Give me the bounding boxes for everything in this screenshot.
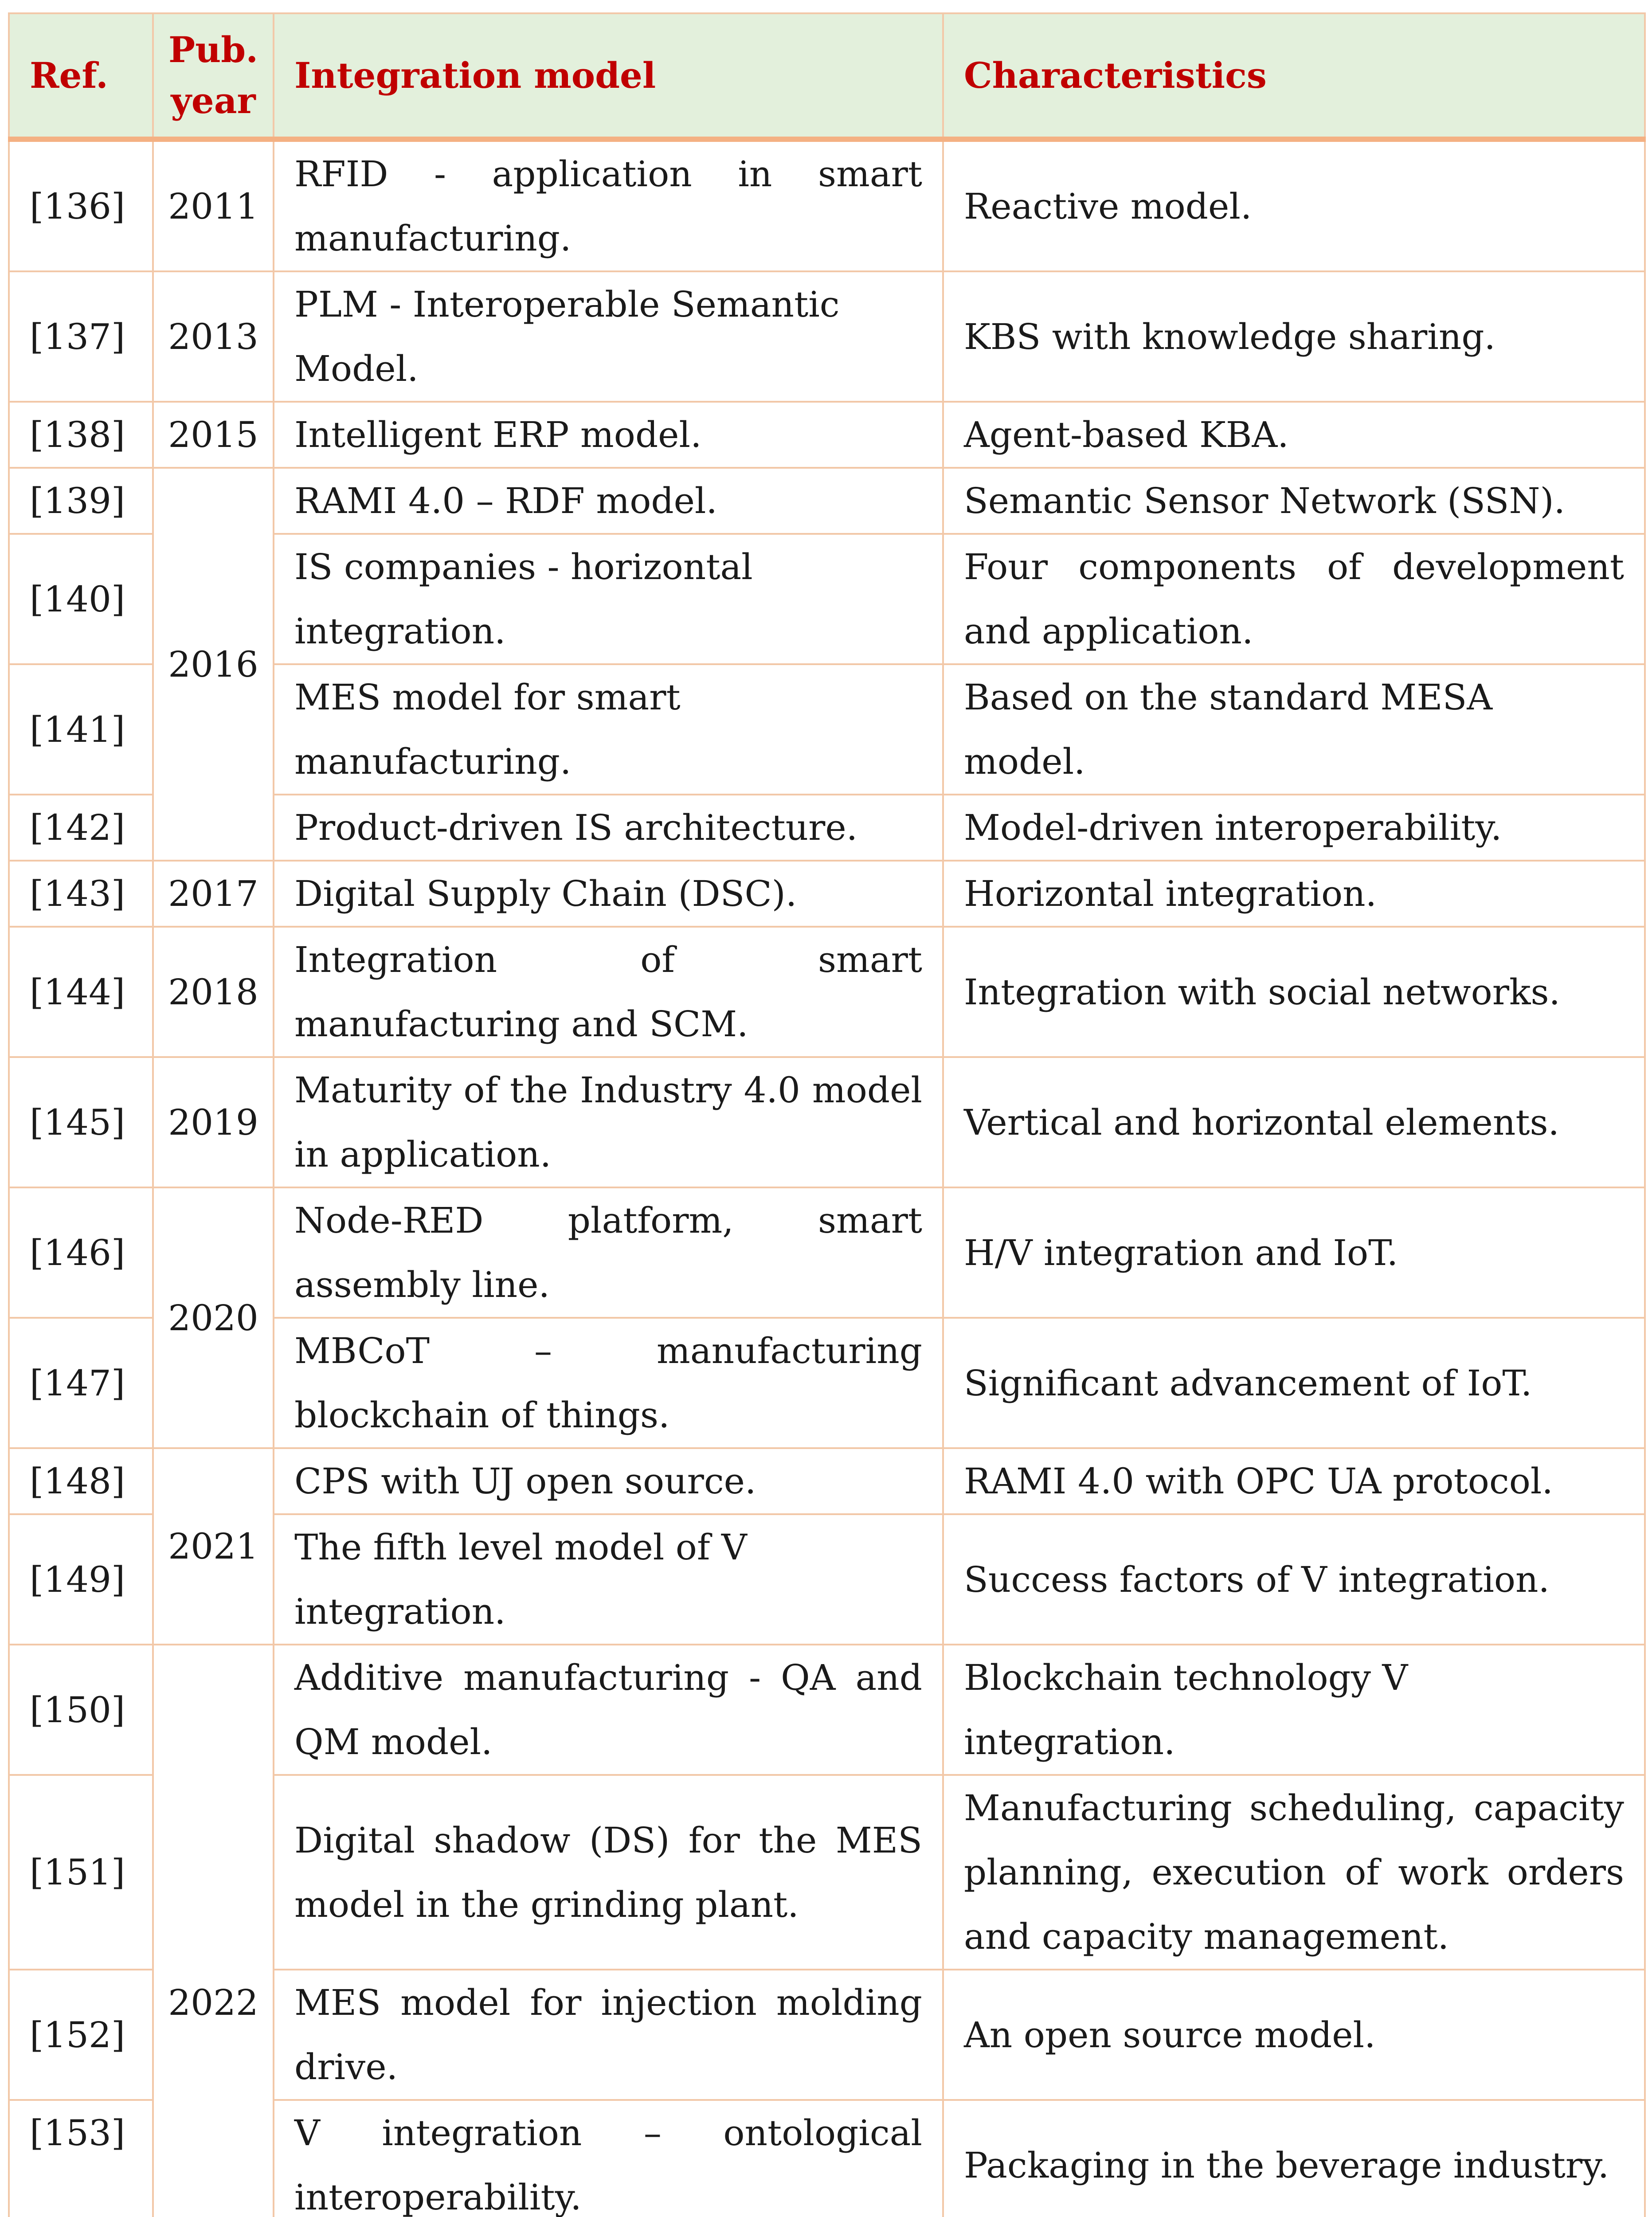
model-cell: Product-driven IS architecture.	[274, 795, 943, 861]
characteristics-cell: Manufacturing scheduling, capacity planning, execution of work orders and capacity management.	[943, 1775, 1645, 1970]
characteristics-cell: H/V integration and IoT.	[943, 1187, 1645, 1318]
table-row	[9, 468, 1645, 534]
model-cell: RAMI 4.0 – RDF model.	[274, 468, 943, 534]
table-row	[9, 1448, 1645, 1514]
model-cell: Intelligent ERP model.	[274, 402, 943, 468]
ref-cell: [138]	[9, 402, 153, 468]
ref-cell: [139]	[9, 468, 153, 534]
characteristics-cell: Based on the standard MESA model.	[943, 664, 1645, 795]
model-cell: IS companies - horizontal integration.	[274, 534, 943, 664]
characteristics-cell: Semantic Sensor Network (SSN).	[943, 468, 1645, 534]
ref-cell: [148]	[9, 1448, 153, 1514]
ref-cell: [151]	[9, 1775, 153, 1970]
header-integration-model: Integration model	[274, 13, 943, 139]
year-cell: 2017	[153, 861, 274, 927]
model-cell: V integration – ontological interoperability.	[274, 2100, 943, 2217]
characteristics-cell: Reactive model.	[943, 139, 1645, 271]
header-ref: Ref.	[9, 13, 153, 139]
characteristics-cell: RAMI 4.0 with OPC UA protocol.	[943, 1448, 1645, 1514]
year-cell: 2018	[153, 927, 274, 1057]
model-cell: Maturity of the Industry 4.0 model in application.	[274, 1057, 943, 1187]
model-cell: MBCoT – manufacturing blockchain of things.	[274, 1318, 943, 1448]
model-cell: PLM - Interoperable Semantic Model.	[274, 271, 943, 402]
characteristics-cell: Blockchain technology V integration.	[943, 1645, 1645, 1775]
model-cell: Additive manufacturing - QA and QM model.	[274, 1645, 943, 1775]
table-row	[9, 1187, 1645, 1318]
characteristics-cell: Agent-based KBA.	[943, 402, 1645, 468]
ref-cell: [153]	[9, 2100, 153, 2217]
table-row	[9, 861, 1645, 927]
ref-cell: [137]	[9, 271, 153, 402]
header-pub-year: Pub. year	[153, 13, 274, 139]
header-row	[9, 13, 1645, 139]
model-cell: Node-RED platform, smart assembly line.	[274, 1187, 943, 1318]
table-row	[9, 1057, 1645, 1187]
model-cell: MES model for injection molding drive.	[274, 1970, 943, 2100]
ref-cell: [150]	[9, 1645, 153, 1775]
model-cell: RFID - application in smart manufacturing.	[274, 139, 943, 271]
year-cell: 2011	[153, 139, 274, 271]
characteristics-cell: Significant advancement of IoT.	[943, 1318, 1645, 1448]
characteristics-cell: Four components of development and application.	[943, 534, 1645, 664]
characteristics-cell: Success factors of V integration.	[943, 1514, 1645, 1645]
model-cell: The fifth level model of V integration.	[274, 1514, 943, 1645]
year-cell: 2022	[153, 1645, 274, 2217]
header-characteristics: Characteristics	[943, 13, 1645, 139]
characteristics-cell: Horizontal integration.	[943, 861, 1645, 927]
model-cell: Digital Supply Chain (DSC).	[274, 861, 943, 927]
integration-models-table	[8, 12, 1646, 2217]
ref-cell: [144]	[9, 927, 153, 1057]
ref-cell: [136]	[9, 139, 153, 271]
characteristics-cell: Vertical and horizontal elements.	[943, 1057, 1645, 1187]
ref-cell: [149]	[9, 1514, 153, 1645]
table-body	[9, 139, 1645, 2217]
characteristics-cell: Packaging in the beverage industry.	[943, 2100, 1645, 2217]
table-row	[9, 1645, 1645, 1775]
ref-cell: [142]	[9, 795, 153, 861]
ref-cell: [140]	[9, 534, 153, 664]
year-cell: 2021	[153, 1448, 274, 1645]
table-row	[9, 139, 1645, 271]
year-cell: 2020	[153, 1187, 274, 1448]
characteristics-cell: Integration with social networks.	[943, 927, 1645, 1057]
ref-cell: [145]	[9, 1057, 153, 1187]
table-header	[9, 13, 1645, 139]
model-cell: CPS with UJ open source.	[274, 1448, 943, 1514]
model-cell: Digital shadow (DS) for the MES model in the grinding plant.	[274, 1775, 943, 1970]
characteristics-cell: Model-driven interoperability.	[943, 795, 1645, 861]
model-cell: Integration of smart manufacturing and SCM.	[274, 927, 943, 1057]
table-row	[9, 271, 1645, 402]
ref-cell: [146]	[9, 1187, 153, 1318]
characteristics-cell: KBS with knowledge sharing.	[943, 271, 1645, 402]
year-cell: 2015	[153, 402, 274, 468]
year-cell: 2016	[153, 468, 274, 861]
year-cell: 2013	[153, 271, 274, 402]
year-cell: 2019	[153, 1057, 274, 1187]
characteristics-cell: An open source model.	[943, 1970, 1645, 2100]
ref-cell: [143]	[9, 861, 153, 927]
ref-cell: [141]	[9, 664, 153, 795]
table-row	[9, 402, 1645, 468]
model-cell: MES model for smart manufacturing.	[274, 664, 943, 795]
table-row	[9, 927, 1645, 1057]
ref-cell: [152]	[9, 1970, 153, 2100]
ref-cell: [147]	[9, 1318, 153, 1448]
